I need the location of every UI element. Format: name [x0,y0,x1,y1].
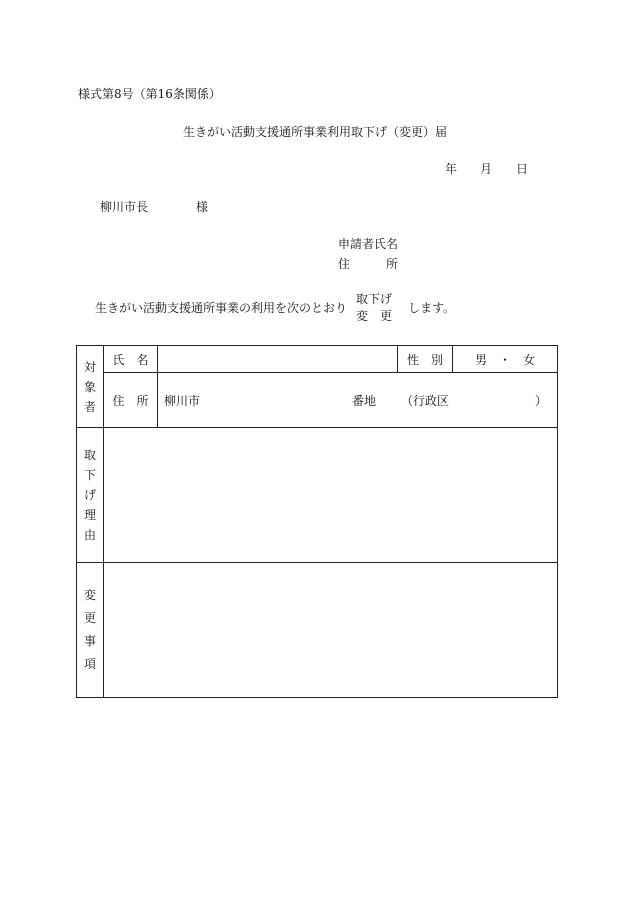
statement-text: 生きがい活動支援通所事業の利用を次のとおり [95,301,348,315]
application-table [76,345,558,698]
change-items-field[interactable] [104,563,558,698]
option-withdraw: 取下げ [356,292,393,306]
district-text: （行政区 [401,394,450,408]
applicant-name-label: 申請者氏名 [338,237,399,251]
statement-choice [356,291,392,325]
city-text: 柳川市 [164,394,201,408]
gender-options[interactable]: 男 ・ 女 [453,346,558,373]
gender-label: 性 別 [398,346,453,373]
subject-label: 対 象 者 [77,346,104,428]
statement-ending: します。 [408,301,456,315]
address-label: 住 所 [104,373,158,428]
banchi-text: 番地 [352,394,377,408]
name-field[interactable] [158,346,398,373]
date-day: 日 [516,162,529,176]
district-close: ） [535,394,548,408]
withdraw-reason-label: 取 下 げ 理 由 [77,428,104,563]
option-change: 変 更 [356,309,393,323]
withdraw-reason-field[interactable] [104,428,558,563]
addressee: 柳川市長 [100,200,149,214]
change-items-label: 変 更 事 項 [77,563,104,698]
date-month: 月 [480,162,493,176]
addressee-honorific: 様 [196,200,209,214]
date-year: 年 [445,162,458,176]
form-title: 生きがい活動支援通所事業利用取下げ（変更）届 [182,125,447,139]
address-field[interactable] [158,373,558,428]
name-label: 氏 名 [104,346,158,373]
form-number: 様式第8号（第16条関係） [78,87,221,101]
applicant-address-label: 住 所 [338,257,399,271]
